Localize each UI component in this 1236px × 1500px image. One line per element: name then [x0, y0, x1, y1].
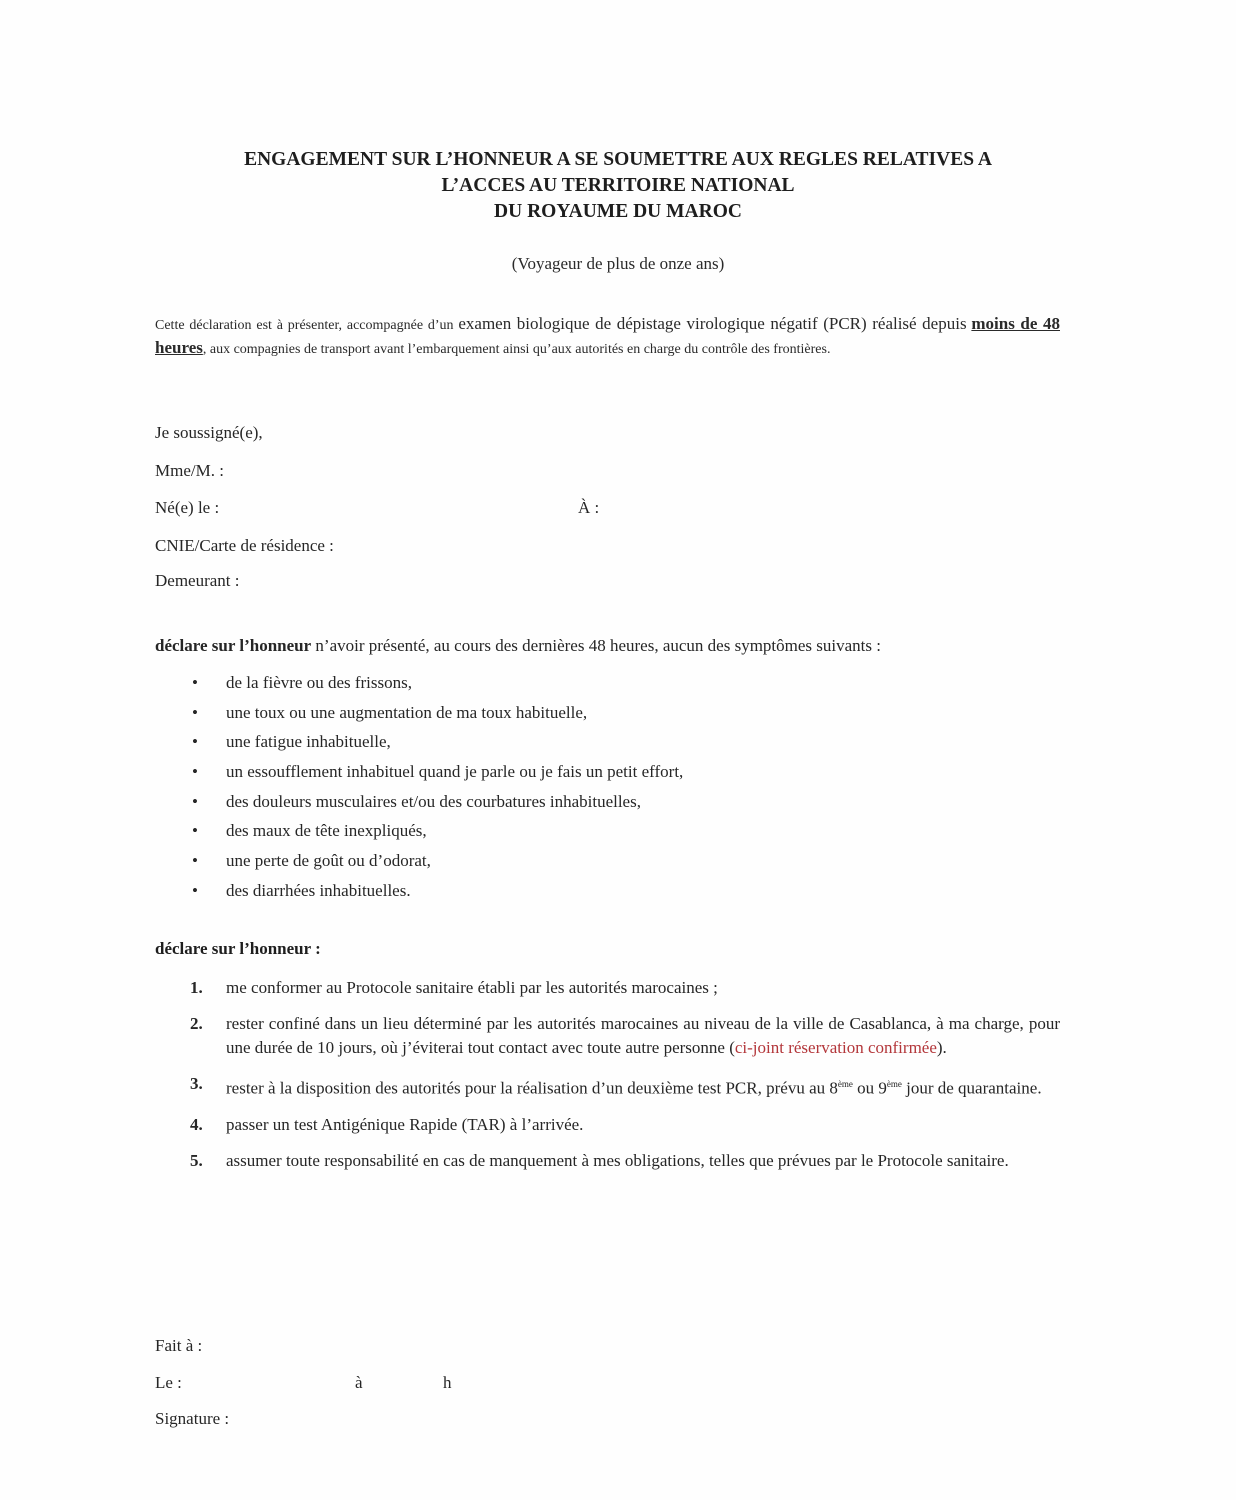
commitment-text-end: jour de quarantaine. [901, 1078, 1042, 1098]
ordinal-suffix: ème [886, 1079, 902, 1089]
commitment-text-middle: ou 9 [852, 1078, 887, 1098]
symptom-text: des diarrhées inhabituelles. [226, 880, 411, 900]
signature-label: Signature : [155, 1409, 230, 1428]
symptom-declaration [155, 636, 881, 656]
commitment-text: me conformer au Protocole sanitaire établi par les autorités marocaines ; [226, 978, 718, 997]
time-at-label: à [355, 1373, 363, 1392]
bullet-icon: • [192, 851, 198, 871]
commitment-item [190, 1012, 1060, 1060]
reservation-note: ci-joint réservation confirmée [734, 1038, 937, 1057]
document-subtitle: (Voyageur de plus de onze ans) [511, 254, 725, 273]
symptom-text: des maux de tête inexpliqués, [226, 821, 427, 841]
symptom-item [190, 821, 683, 851]
symptom-item [190, 762, 683, 792]
document-title [0, 147, 1236, 225]
bullet-icon: • [192, 762, 198, 782]
commitment-text: rester confiné dans un lieu déterminé par les autorités marocaines au niveau de la ville de Casablanca, à ma charge, pour une durée de 10 jours, où j’éviterai tout contact avec toute autre personne ( [226, 1014, 1060, 1057]
birth-date-label: Né(e) le : [155, 498, 220, 517]
symptom-text: une perte de goût ou d’odorat, [226, 851, 431, 871]
title-line-3: DU ROYAUME DU MAROC [494, 201, 742, 222]
intro-part-2: examen biologique de dépistage virologique négatif (PCR) réalisé depuis [458, 314, 967, 333]
date-label: Le : [155, 1373, 182, 1392]
birth-place-label: À : [578, 498, 600, 517]
commitment-number: 1. [190, 978, 203, 997]
residence-label: Demeurant : [155, 571, 240, 590]
symptom-list [190, 673, 683, 911]
commitment-text: passer un test Antigénique Rapide (TAR) à l’arrivée. [226, 1114, 584, 1134]
commitment-text: rester à la disposition des autorités pour la réalisation d’un deuxième test PCR, prévu au 8 [226, 1078, 838, 1098]
made-at-label: Fait à : [155, 1336, 203, 1355]
hour-label: h [443, 1373, 452, 1392]
symptom-item [190, 851, 683, 881]
bullet-icon: • [192, 702, 198, 722]
symptom-item [190, 881, 683, 911]
commitment-item [190, 976, 1060, 1000]
symptom-item [190, 732, 683, 762]
intro-part-1: Cette déclaration est à présenter, accompagnée d’un [155, 318, 454, 333]
bullet-icon: • [192, 821, 198, 841]
commitment-list [190, 976, 1060, 1185]
title-line-2: L’ACCES AU TERRITOIRE NATIONAL [441, 175, 795, 196]
id-card-label: CNIE/Carte de résidence : [155, 536, 334, 555]
bullet-icon: • [192, 791, 198, 811]
commitment-number: 3. [190, 1074, 203, 1093]
bullet-icon: • [192, 880, 198, 900]
commitment-text: assumer toute responsabilité en cas de manquement à mes obligations, telles que prévues par le Protocole sanitaire. [226, 1150, 1009, 1170]
symptom-text: une fatigue inhabituelle, [226, 732, 391, 752]
commitment-item [190, 1072, 1060, 1101]
commitment-number: 2. [190, 1014, 203, 1033]
symptom-text: de la fièvre ou des frissons, [226, 673, 413, 692]
commitment-text-end: ). [936, 1038, 947, 1057]
ordinal-suffix: ème [837, 1079, 853, 1089]
symptom-text: des douleurs musculaires et/ou des courbatures inhabituelles, [226, 791, 641, 811]
bullet-icon: • [192, 732, 198, 752]
symptom-text: un essoufflement inhabituel quand je parle ou je fais un petit effort, [226, 762, 684, 782]
title-line-1: ENGAGEMENT SUR L’HONNEUR A SE SOUMETTRE AUX REGLES RELATIVES A [244, 149, 992, 170]
name-label: Mme/M. : [155, 461, 224, 480]
symptom-item [190, 673, 683, 703]
symptom-declaration-bold: déclare sur l’honneur [155, 636, 312, 655]
bullet-icon: • [192, 673, 198, 692]
commitment-item [190, 1149, 1060, 1173]
symptom-text: une toux ou une augmentation de ma toux habituelle, [226, 702, 588, 722]
symptom-item [190, 792, 683, 822]
commitment-number: 5. [190, 1150, 203, 1170]
symptom-item [190, 703, 683, 733]
commitment-number: 4. [190, 1114, 203, 1134]
intro-paragraph [155, 313, 1060, 361]
undersigned-label: Je soussigné(e), [155, 423, 263, 442]
intro-deadline: moins de 48 heures [155, 314, 1060, 357]
commitment-item [190, 1113, 1060, 1137]
commitment-declaration: déclare sur l’honneur : [155, 939, 321, 958]
intro-part-4: , aux compagnies de transport avant l’embarquement ainsi qu’aux autorités en charge du contrôle des frontières. [202, 342, 831, 357]
symptom-declaration-text: n’avoir présenté, au cours des dernières 48 heures, aucun des symptômes suivants : [311, 636, 881, 655]
